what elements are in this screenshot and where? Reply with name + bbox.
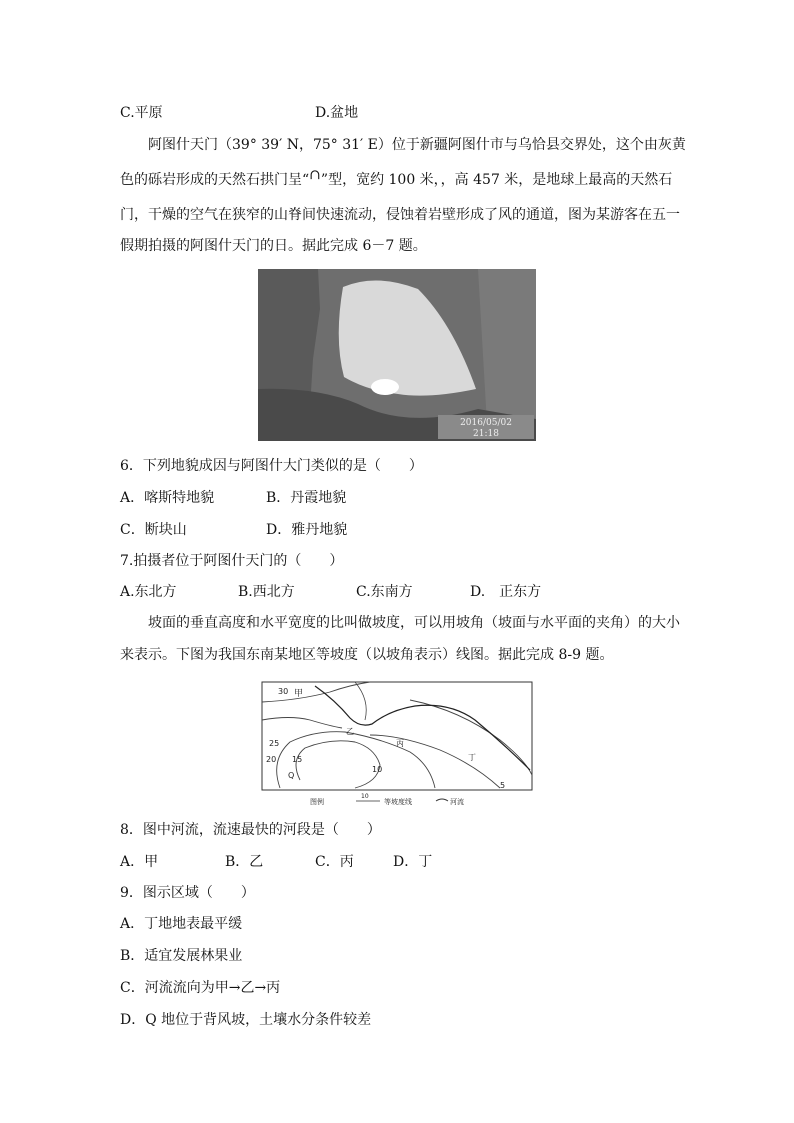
q8-option-b: B．乙 <box>225 854 264 870</box>
q9-stem: 9．图示区域（ ） <box>120 885 255 901</box>
q9-option-c: C．河流流向为甲→乙→丙 <box>120 980 281 996</box>
contour-label-25: 25 <box>269 739 280 748</box>
q9-option-a: A．丁地地表最平缓 <box>120 916 243 932</box>
contour-label-20: 20 <box>266 755 277 764</box>
q6-option-a: A．喀斯特地貌 <box>120 490 215 506</box>
label-ding: 丁 <box>468 753 476 762</box>
q8-option-c: C．丙 <box>315 854 354 870</box>
q5-option-c: C.平原 <box>120 105 163 121</box>
q7-option-a: A.东北方 <box>120 584 177 600</box>
q6-option-b: B．丹霞地貌 <box>266 490 347 506</box>
q9-option-d: D．Q 地位于背风坡，土壤水分条件较差 <box>120 1012 372 1028</box>
contour-label-5: 5 <box>500 781 506 790</box>
sun-spot <box>371 379 399 395</box>
q7-option-c: C.东南方 <box>356 584 413 600</box>
contour-label-10: 10 <box>372 765 383 774</box>
label-yi: 乙 <box>346 727 354 736</box>
q5-option-d: D.盆地 <box>315 105 359 121</box>
q8-option-a: A．甲 <box>120 854 159 870</box>
q8-option-d: D．丁 <box>393 854 433 870</box>
q9-option-b: B．适宜发展林果业 <box>120 948 243 964</box>
passage1-line3: 门，干燥的空气在狭窄的山脊间快速流动，侵蚀着岩壁形成了风的通道，图为某游客在五一 <box>120 207 680 223</box>
passage2-line1: 坡面的垂直高度和水平宽度的比叫做坡度，可以用坡角（坡面与水平面的夹角）的大小 <box>148 615 680 631</box>
photo-time: 21:18 <box>473 429 499 439</box>
q7-stem: 7.拍摄者位于阿图什天门的（ ） <box>120 553 344 569</box>
q7-option-d: D. 正东方 <box>470 584 542 600</box>
contour-label-15: 15 <box>292 755 303 764</box>
passage1-line4: 假期拍摄的阿图什天门的日。据此完成 6－7 题。 <box>120 238 427 254</box>
legend-contour-text: 等坡度线 <box>384 798 412 806</box>
q6-option-c: C．断块山 <box>120 522 187 538</box>
tianmen-arch-photo <box>258 269 536 441</box>
label-bing: 丙 <box>396 739 404 748</box>
slope-contour-map <box>260 680 538 808</box>
label-q: Q <box>288 771 295 780</box>
passage1-line1: 阿图什天门（39° 39′ N，75° 31′ E）位于新疆阿图什市与乌恰县交界处，这个由灰黄 <box>148 137 686 153</box>
legend-river-swatch <box>436 799 448 801</box>
passage2-line2: 来表示。下图为我国东南某地区等坡度（以坡角表示）线图。据此完成 8-9 题。 <box>120 647 614 663</box>
q6-stem: 6．下列地貌成因与阿图什大门类似的是（ ） <box>120 458 423 474</box>
legend-contour-value: 10 <box>361 793 369 800</box>
photo-date: 2016/05/02 <box>460 418 512 428</box>
q6-option-d: D．雅丹地貌 <box>266 522 348 538</box>
arch-symbol: ∩ <box>309 167 321 183</box>
legend-title: 图例 <box>310 798 324 806</box>
legend-river-text: 河流 <box>450 798 464 806</box>
contour-label-30: 30 <box>278 687 289 696</box>
q7-option-b: B.西北方 <box>238 584 295 600</box>
label-jia: 甲 <box>294 689 304 699</box>
passage1-line2 <box>120 167 673 190</box>
passage1-line2-a: 色的砾岩形成的天然石拱门呈“ <box>120 172 310 188</box>
passage1-line2-b: ”型，宽约 100 米，，高 457 米，是地球上最高的天然石 <box>320 172 673 188</box>
q8-stem: 8．图中河流，流速最快的河段是（ ） <box>120 822 381 838</box>
